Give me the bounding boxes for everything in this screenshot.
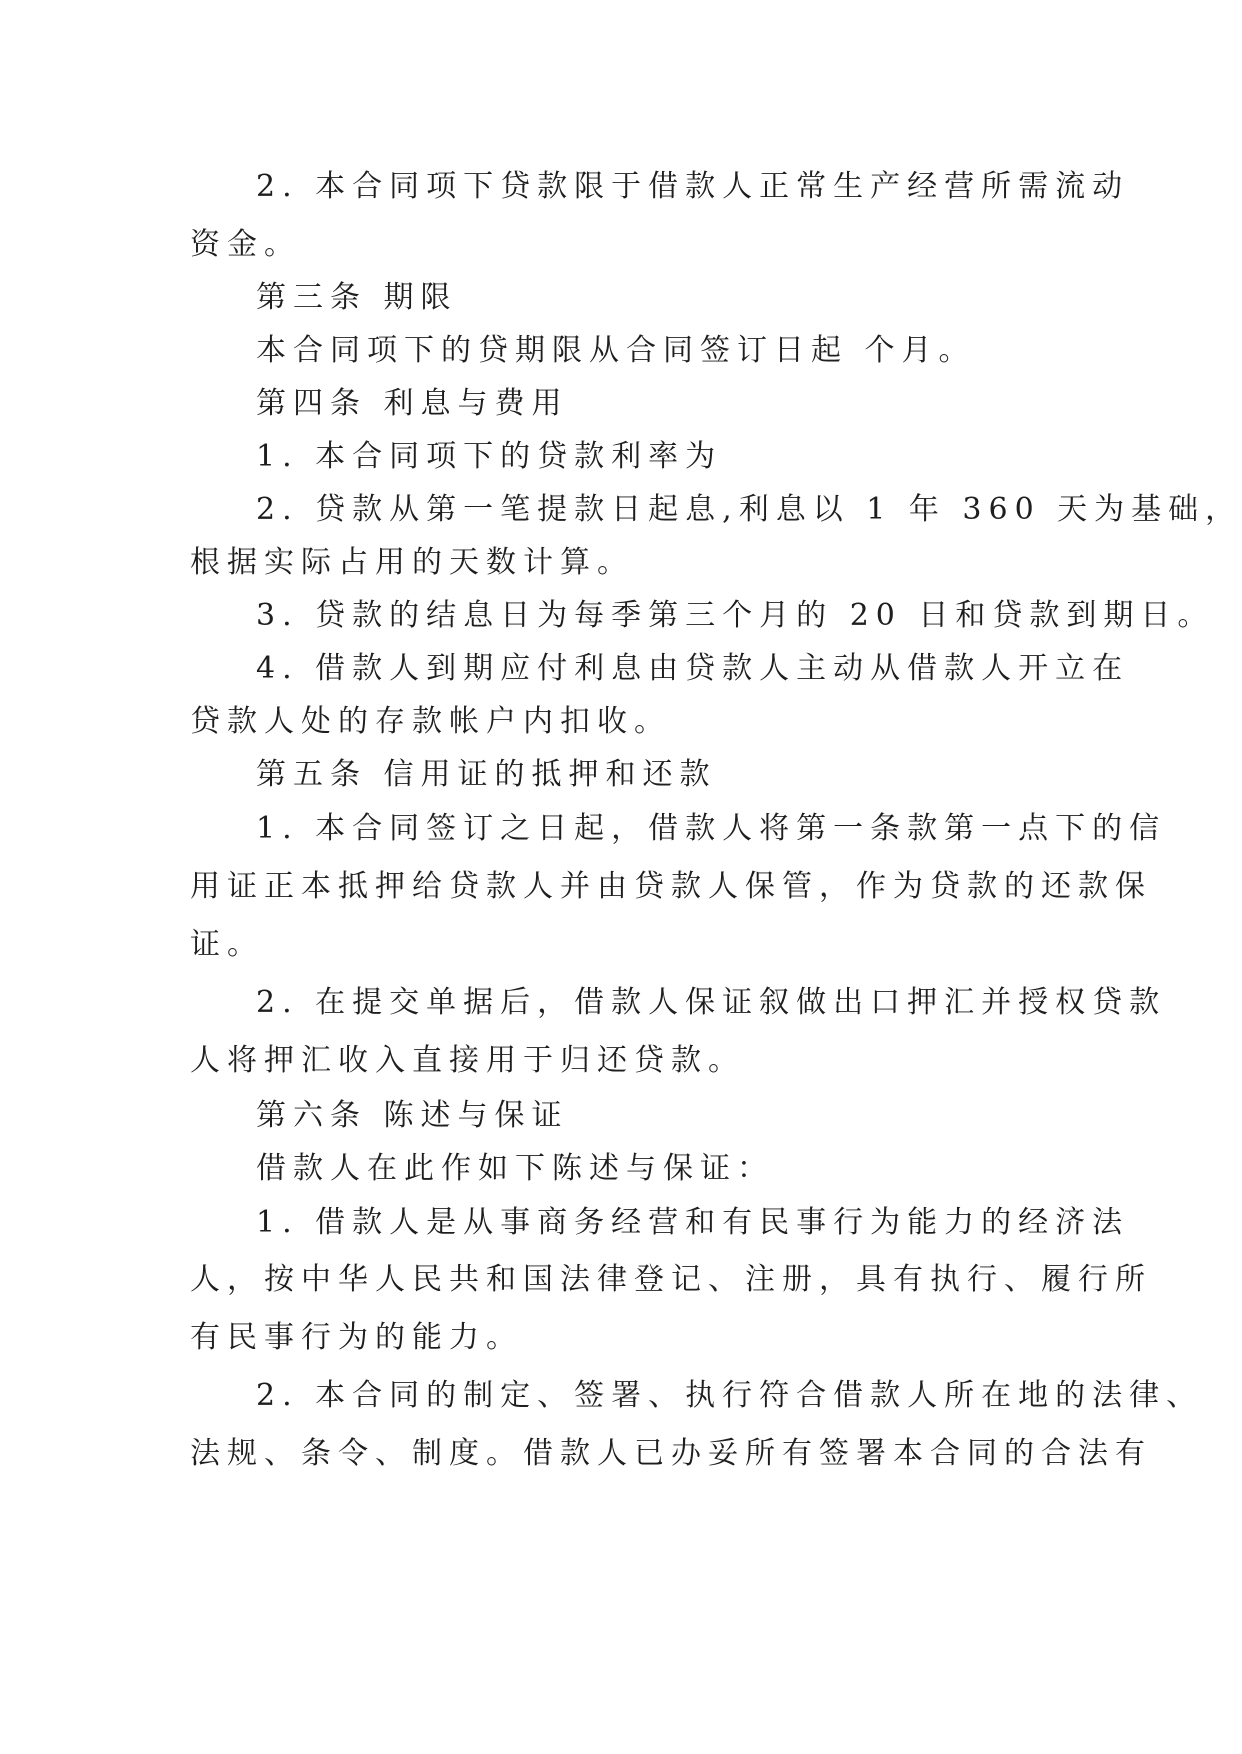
article-heading: 第四条 利息与费用 [256, 386, 569, 421]
text-line: 借款人在此作如下陈述与保证： [256, 1151, 774, 1186]
text-line: 本合同项下的贷期限从合同签订日起 个月。 [256, 333, 976, 368]
text-line: 1. 借款人是从事商务经营和有民事行为能力的经济法 [256, 1205, 1130, 1240]
text-line: 2. 在提交单据后，借款人保证叙做出口押汇并授权贷款 [256, 985, 1167, 1020]
text-line: 有民事行为的能力。 [190, 1320, 523, 1355]
text-line: 2. 本合同项下贷款限于借款人正常生产经营所需流动 [256, 169, 1130, 204]
text-line: 3. 贷款的结息日为每季第三个月的 20 日和贷款到期日。 [256, 598, 1215, 633]
text-line: 2. 贷款从第一笔提款日起息,利息以 1 年 360 天为基础， [256, 492, 1242, 527]
text-line: 1. 本合同签订之日起，借款人将第一条款第一点下的信 [256, 811, 1167, 846]
text-line: 资金。 [190, 227, 301, 262]
text-line: 4. 借款人到期应付利息由贷款人主动从借款人开立在 [256, 651, 1130, 686]
text-line: 人将押汇收入直接用于归还贷款。 [190, 1043, 745, 1078]
text-line: 1. 本合同项下的贷款利率为 [256, 439, 723, 474]
text-line: 人，按中华人民共和国法律登记、注册，具有执行、履行所 [190, 1262, 1152, 1297]
text-line: 法规、条令、制度。借款人已办妥所有签署本合同的合法有 [190, 1436, 1152, 1471]
article-heading: 第五条 信用证的抵押和还款 [256, 757, 717, 792]
text-line: 用证正本抵押给贷款人并由贷款人保管，作为贷款的还款保 [190, 869, 1152, 904]
article-heading: 第六条 陈述与保证 [256, 1098, 569, 1133]
article-heading: 第三条 期限 [256, 280, 458, 315]
text-line: 根据实际占用的天数计算。 [190, 545, 634, 580]
text-line: 2. 本合同的制定、签署、执行符合借款人所在地的法律、 [256, 1378, 1204, 1413]
text-line: 证。 [190, 927, 264, 962]
text-line: 贷款人处的存款帐户内扣收。 [190, 704, 671, 739]
